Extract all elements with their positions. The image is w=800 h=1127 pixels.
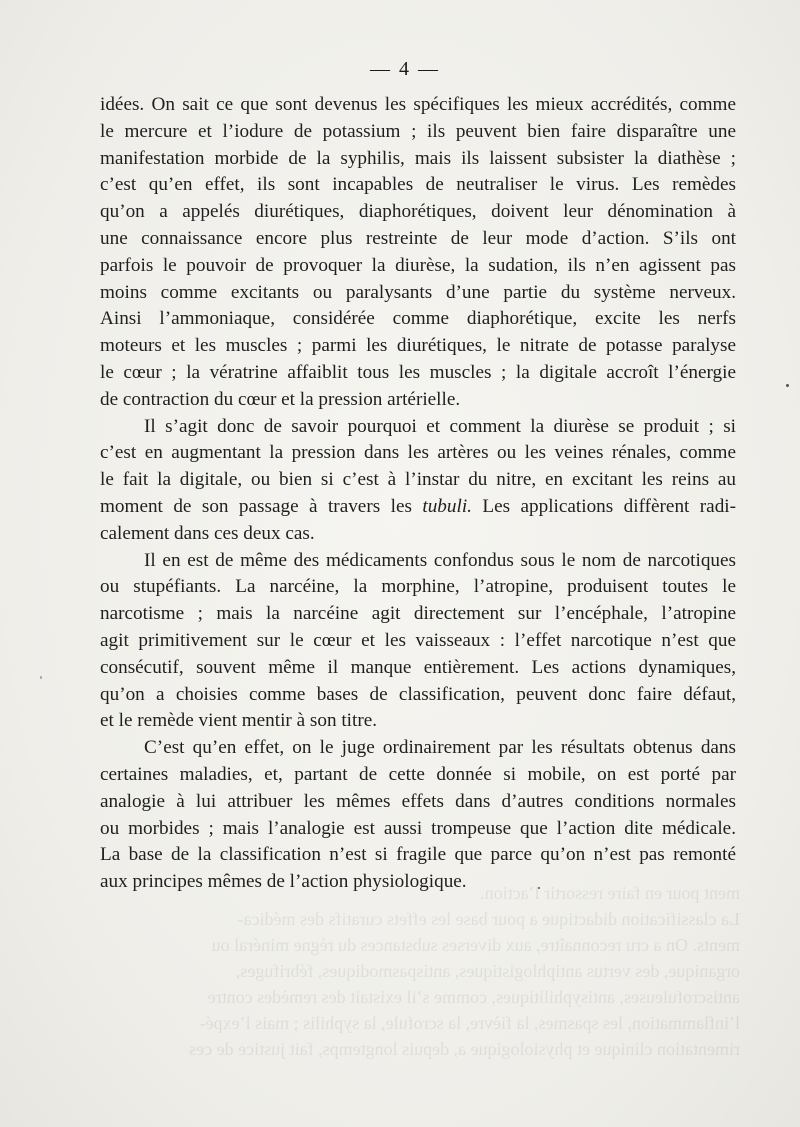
- text-line: c’est qu’en effet, ils sont incapables de neutraliser le virus. Les remèdes: [100, 174, 736, 196]
- text-line: Il en est de même des médicaments confondus sous le nom de narcotiques: [144, 549, 736, 571]
- text-line: La base de la classification n’est si fragile que parce qu’on n’est pas remonté: [100, 844, 736, 866]
- text-line: calement dans ces deux cas.: [100, 522, 315, 544]
- text-line: consécutif, souvent même il manque entièrement. Les actions dynamiques,: [100, 656, 736, 678]
- text-line: moins comme excitants ou paralysants d’une partie du système nerveux.: [100, 281, 736, 303]
- text-line: agit primitivement sur le cœur et les vaisseaux : l’effet narcotique n’est que: [100, 629, 736, 651]
- text-line: parfois le pouvoir de provoquer la diurèse, la sudation, ils n’en agissent pas: [100, 254, 736, 276]
- text-line: idées. On sait ce que sont devenus les spécifiques les mieux accrédités, comme: [100, 94, 736, 115]
- body-text: [100, 92, 736, 896]
- paper-speck: [40, 676, 42, 679]
- text-line: certaines maladies, et, partant de cette donnée si mobile, on est porté par: [100, 763, 736, 785]
- paragraph-4: [100, 735, 736, 896]
- text-line: aux principes mêmes de l’action physiologique.: [100, 871, 467, 893]
- line-text: moment de son passage à travers les: [100, 495, 412, 517]
- paper-speck: [538, 887, 540, 889]
- text-line: analogie à lui attribuer les mêmes effets dans d’autres conditions normales: [100, 790, 736, 812]
- text-line: et le remède vient mentir à son titre.: [100, 710, 378, 732]
- paragraph-2: [100, 414, 736, 548]
- text-line: de contraction du cœur et la pression artérielle.: [100, 388, 461, 410]
- line-tail: Les applications diffèrent radi-: [471, 495, 737, 517]
- text-line: le mercure et l’iodure de potassium ; ils peuvent bien faire disparaître une: [100, 120, 736, 142]
- text-line: moteurs et les muscles ; parmi les diurétiques, le nitrate de potasse paralyse: [100, 335, 736, 357]
- text-line: une connaissance encore plus restreinte de leur mode d’action. S’ils ont: [100, 227, 736, 249]
- text-line: le cœur ; la vératrine affaiblit tous les muscles ; la digitale accroît l’énergie: [100, 361, 736, 383]
- text-line: ou morbides ; mais l’analogie est aussi trompeuse que l’action dite médicale.: [100, 817, 736, 839]
- text-line: narcotisme ; mais la narcéine agit directement sur l’encéphale, l’atropine: [100, 603, 736, 625]
- text-line: qu’on a choisies comme bases de classification, peuvent donc faire défaut,: [100, 683, 736, 705]
- text-line: C’est qu’en effet, on le juge ordinairement par les résultats obtenus dans: [144, 737, 736, 759]
- text-line: qu’on a appelés diurétiques, diaphorétiques, doivent leur dénomination à: [100, 201, 736, 223]
- text-line: Ainsi l’ammoniaque, considérée comme diaphorétique, excite les nerfs: [100, 308, 736, 330]
- text-line-with-italic: [100, 494, 736, 521]
- text-line: ou stupéfiants. La narcéine, la morphine, l’atropine, produisent toutes le: [100, 576, 736, 598]
- italic-term: tubuli.: [422, 495, 472, 517]
- paper-speck: [786, 384, 789, 387]
- text-line: manifestation morbide de la syphilis, mais ils laissent subsister la diathèse ;: [100, 147, 736, 169]
- text-line: le fait la digitale, ou bien si c’est à l’instar du nitre, en excitant les reins au: [100, 469, 736, 491]
- text-line: c’est en augmentant la pression dans les artères ou les veines rénales, comme: [100, 442, 736, 464]
- bleed-through-decoration: ment pour en faire ressortir l’action. La classification didactique a pour base les effets curatifs des médica- ments. On a cru reconnaître, aux diverses substances du règne minéral ou organique, des vertus antiphlogistiques, antispasmodiques, fébrifuges, antiscrofuleuses, antisyphilitiques, comme s’il existait des remèdes contre l’inflammation, les spasmes, la fièvre, la scrofule, la syphilis ; mais l’expé- rimentation clinique et physiologique a, depuis longtemps, fait justice de ces: [189, 883, 740, 1059]
- paragraph-3: [100, 548, 736, 736]
- text-line: Il s’agit donc de savoir pourquoi et comment la diurèse se produit ; si: [144, 415, 736, 437]
- page-number: — 4 —: [370, 58, 440, 80]
- paragraph-1: [100, 92, 736, 414]
